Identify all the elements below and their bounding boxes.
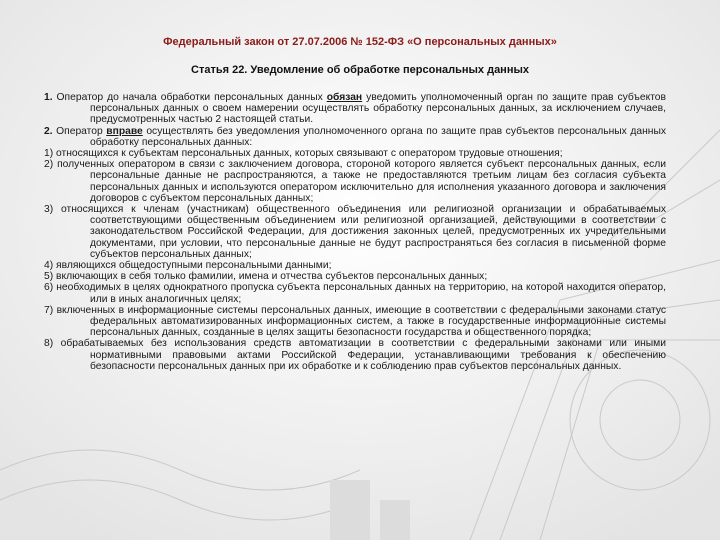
item-text: необходимых в целях однократного пропуска субъекта персональных данных на территорию, на которой находится оператор, или в иных аналогичных целях; <box>53 282 666 305</box>
item-text: являющихся общедоступными персональными данными; <box>53 260 332 272</box>
item-text-rest: уведомить уполномоченный орган по защите прав субъектов персональных данных о своем намерении осуществлять обработку персональных данных, за исключением случаев, предусмотренных частью 2 настоящей статьи. <box>90 92 667 126</box>
item-text-rest: осуществлять без уведомления уполномоченного органа по защите прав субъектов персональных данных обработку персональных данных: <box>90 125 666 148</box>
list-item <box>44 126 666 148</box>
page-title: Федеральный закон от 27.07.2006 № 152-ФЗ «О персональных данных» <box>163 36 557 48</box>
list-item <box>44 92 666 126</box>
list-item <box>44 148 666 159</box>
item-number: 3) <box>44 204 54 216</box>
item-text: обрабатываемых без использования средств автоматизации в соответствии с федеральными законами или иными нормативными правовыми актами Российской Федерации, устанавливающими требования к обеспечению безопасности персональных данных при их обработке и к соблюдению прав субъектов персональных данных. <box>53 338 666 372</box>
item-number: 7) <box>44 304 54 316</box>
item-keyword: обязан <box>326 92 363 103</box>
article-heading: Статья 22. Уведомление об обработке персональных данных <box>191 64 529 76</box>
item-number: 4) <box>44 260 54 272</box>
list-item <box>44 260 666 271</box>
list-item <box>44 159 666 204</box>
item-text: Оператор <box>52 125 107 137</box>
article-body <box>44 92 666 372</box>
item-keyword: вправе <box>106 125 143 137</box>
item-number: 5) <box>44 271 54 283</box>
item-text: относящихся к членам (участникам) общественного объединения или религиозной организации и обрабатываемых соответствующими общественным объединением или религиозной организацией, действующими в соответствии с законодательством Российской Федерации, для достижения законных целей, предусмотренных их учредительными документами, при условии, что персональные данные не будут распространяться без согласия в письменной форме субъектов персональных данных; <box>53 204 666 260</box>
item-number: 1) <box>44 148 54 160</box>
item-text: Оператор до начала обработки персональных данных <box>52 92 327 103</box>
item-text: включенных в информационные системы персональных данных, имеющие в соответствии с федеральными законами статус федеральных автоматизированных информационных систем, а также в государственные информационные системы персональных данных, созданные в целях защиты безопасности государства и общественного порядка; <box>53 304 666 339</box>
list-item <box>44 338 666 372</box>
list-item <box>44 204 666 260</box>
item-number: 1. <box>44 92 53 103</box>
item-number: 6) <box>44 282 54 294</box>
item-text: включающих в себя только фамилии, имена и отчества субъектов персональных данных; <box>53 271 488 283</box>
item-text: полученных оператором в связи с заключением договора, стороной которого является субъект персональных данных, если персональные данные не распространяются, а также не предоставляются третьим лицам без согласия субъекта персональных данных и используются оператором исключительно для исполнения указанного договора и заключения договоров с субъектом персональных данных; <box>53 159 666 204</box>
list-item <box>44 271 666 282</box>
list-item <box>44 282 666 304</box>
list-item <box>44 305 666 339</box>
item-number: 2. <box>44 125 53 137</box>
item-number: 2) <box>44 159 54 171</box>
item-text: относящихся к субъектам персональных данных, которых связывают с оператором трудовые отношения; <box>53 148 563 160</box>
item-number: 8) <box>44 338 54 350</box>
